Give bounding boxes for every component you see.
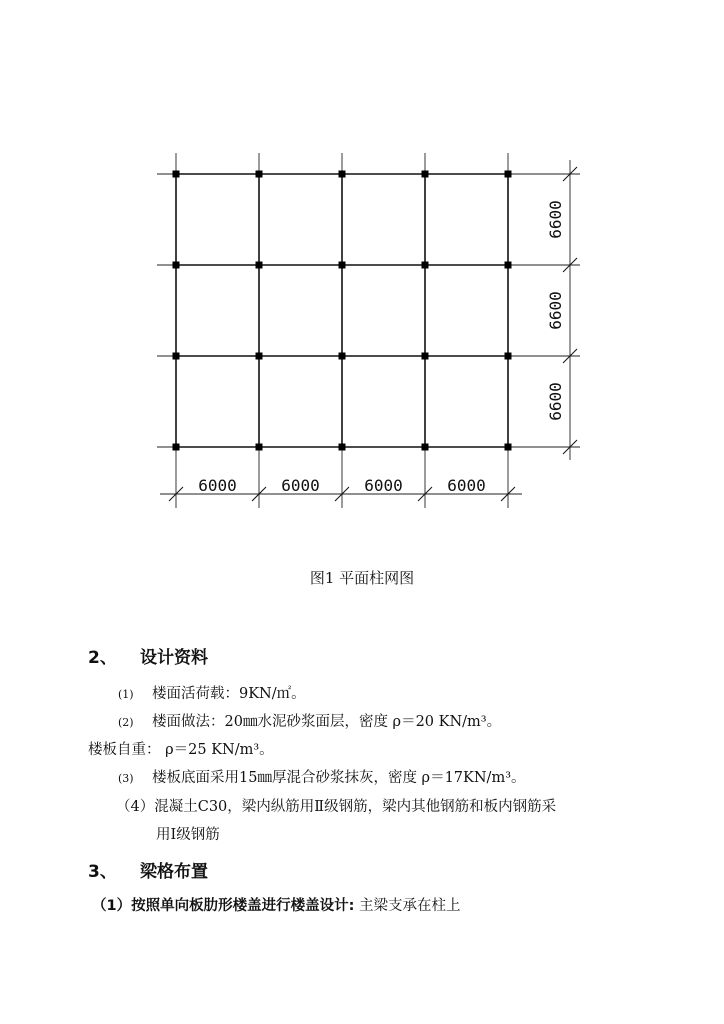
item-4-continued-text: 用Ⅰ级钢筋: [156, 827, 220, 843]
item-1-text: 楼面活荷载：9KN/㎡。: [152, 686, 306, 702]
column: [339, 353, 346, 360]
column: [505, 262, 512, 269]
y-span-label: 6600: [546, 382, 565, 421]
y-span-label: 6600: [546, 291, 565, 330]
column: [422, 171, 429, 178]
column: [173, 444, 180, 451]
column: [422, 444, 429, 451]
section-3-sub-1-bold: （1）按照单向板肋形楼盖进行楼盖设计:: [92, 898, 355, 914]
x-span-label: 6000: [281, 476, 320, 495]
figure-caption: 图1 平面柱网图: [309, 569, 415, 587]
column: [422, 262, 429, 269]
column: [505, 171, 512, 178]
column: [173, 262, 180, 269]
section-2-number: 2、: [88, 648, 117, 668]
section-3-sub-1-text: 主梁支承在柱上: [354, 898, 461, 914]
column: [173, 171, 180, 178]
section-3-number: 3、: [88, 862, 117, 882]
column: [422, 353, 429, 360]
column: [505, 353, 512, 360]
y-span-label: 6600: [546, 200, 565, 239]
item-3-text: 楼板底面采用15㎜厚混合砂浆抹灰，密度 ρ＝17KN/m³。: [152, 770, 526, 786]
column: [339, 444, 346, 451]
column: [256, 353, 263, 360]
slab-selfweight-line: [88, 738, 274, 759]
column: [256, 444, 263, 451]
section-2-title: 设计资料: [140, 648, 208, 668]
item-3: [118, 766, 526, 787]
item-2-mark: (2): [118, 716, 134, 729]
x-span-label: 6000: [364, 476, 403, 495]
column: [256, 171, 263, 178]
x-span-label: 6000: [447, 476, 486, 495]
section-3-sub-1: [92, 894, 461, 915]
column: [339, 171, 346, 178]
section-3-heading: [88, 857, 208, 882]
item-2: [118, 710, 501, 731]
item-2-text: 楼面做法：20㎜水泥砂浆面层，密度 ρ＝20 KN/m³。: [152, 714, 502, 730]
column: [339, 262, 346, 269]
column: [173, 353, 180, 360]
column: [505, 444, 512, 451]
item-3-mark: (3): [118, 772, 134, 785]
column: [256, 262, 263, 269]
x-span-label: 6000: [198, 476, 237, 495]
item-1-mark: (1): [118, 688, 134, 701]
section-2-heading: [88, 643, 208, 668]
section-3-title: 梁格布置: [140, 862, 208, 882]
slab-selfweight-text: 楼板自重： ρ＝25 KN/m³。: [88, 742, 274, 758]
item-4-continued: [156, 823, 220, 844]
item-4: [116, 795, 556, 816]
item-4-text: （4）混凝土C30，梁内纵筋用Ⅱ级钢筋，梁内其他钢筋和板内钢筋采: [116, 799, 557, 815]
item-1: [118, 682, 306, 703]
